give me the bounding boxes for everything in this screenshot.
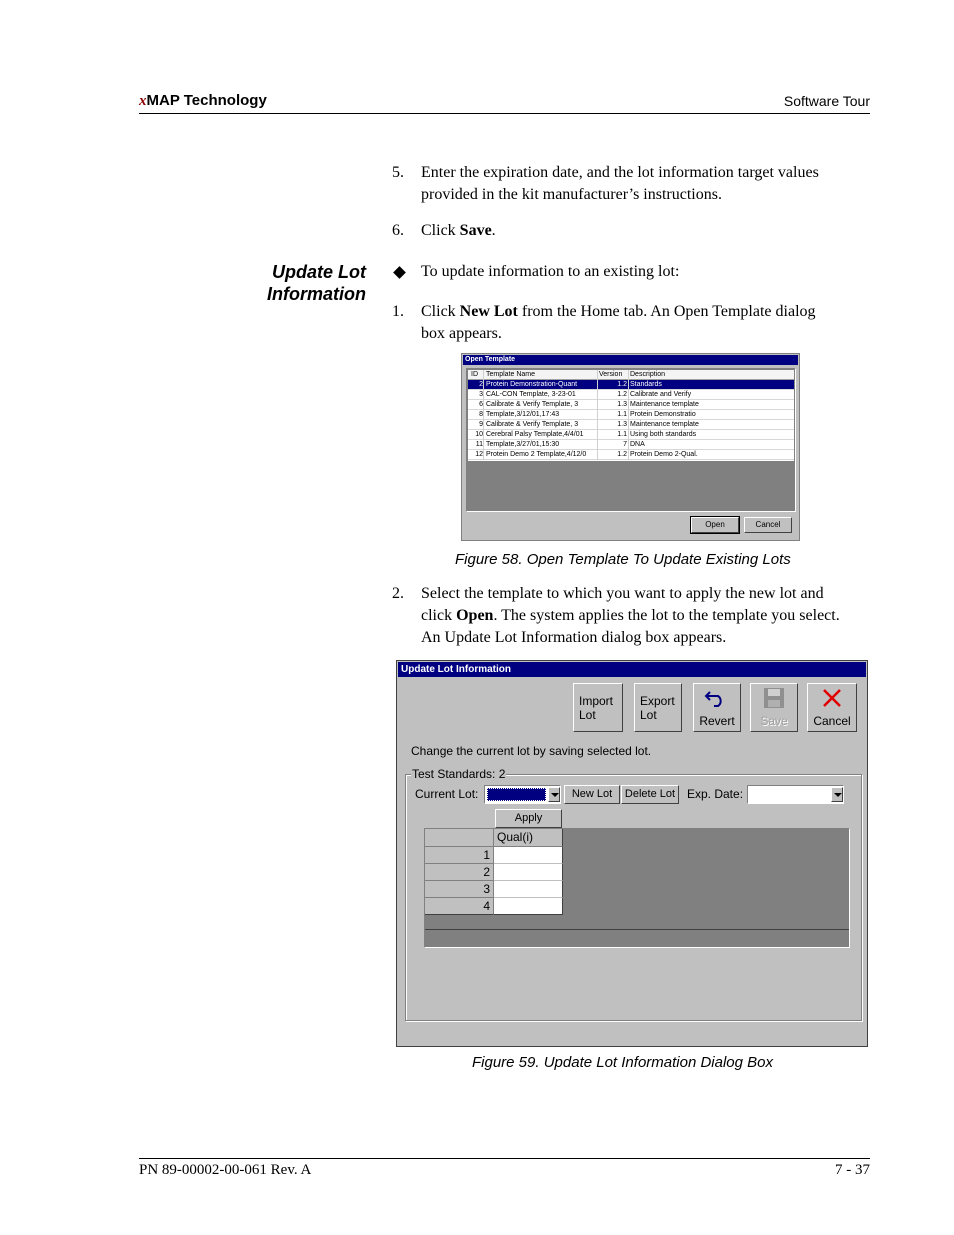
update-lot-dialog [396, 660, 868, 1047]
row-number: 3 [483, 882, 490, 896]
step-text: Select the template to which you want to apply the new lot and [421, 585, 824, 602]
cell-description: Standards [630, 381, 662, 388]
button-label: Save [760, 714, 788, 728]
grid-row-header [425, 864, 494, 881]
button-label: Lot [640, 708, 657, 722]
grid-cell[interactable] [494, 847, 563, 864]
chevron-down-icon [551, 793, 559, 797]
column-header-label: Qual(i) [497, 830, 534, 844]
cancel-button[interactable] [744, 517, 792, 533]
cell-id: 12 [475, 451, 483, 458]
qual-grid[interactable] [424, 828, 850, 948]
column-divider [483, 370, 484, 460]
revert-button[interactable] [693, 683, 741, 732]
save-button[interactable] [750, 683, 798, 732]
step-text: Enter the expiration date, and the lot information target values [421, 164, 819, 181]
grid-row-header [425, 898, 494, 915]
row-number: 2 [483, 865, 490, 879]
cell-id: 2 [479, 381, 483, 388]
button-label: Lot [579, 708, 596, 722]
header-title: MAP Technology [146, 92, 267, 109]
step-number: 6. [392, 222, 404, 239]
cell-id: 8 [479, 411, 483, 418]
undo-arrow-icon [704, 688, 728, 708]
import-lot-button[interactable] [573, 683, 623, 732]
current-lot-select[interactable] [484, 785, 561, 804]
table-row[interactable] [468, 450, 794, 460]
cell-name: Template,3/27/01,15:30 [486, 441, 560, 448]
cell-name: Protein Demo 2 Template,4/12/0 [486, 451, 587, 458]
step-text: from the Home tab. An Open Template dialog [517, 303, 816, 320]
diamond-bullet-icon [393, 266, 406, 279]
group-label: Test Standards: 2 [412, 767, 506, 781]
cell-version: 1.1 [617, 411, 627, 418]
grid-cell[interactable] [494, 881, 563, 898]
floppy-disk-icon [763, 687, 785, 709]
template-table [468, 370, 794, 461]
table-row[interactable] [468, 440, 794, 450]
cell-description: Using both standards [630, 431, 697, 438]
button-label: New Lot [571, 788, 613, 800]
table-row[interactable] [468, 430, 794, 440]
cell-description: DNA [630, 441, 645, 448]
exp-date-label: Exp. Date: [687, 787, 744, 801]
open-template-dialog [461, 353, 800, 541]
bullet-text: To update information to an existing lot: [421, 263, 680, 280]
row-number: 4 [483, 899, 490, 913]
cell-version: 7 [623, 441, 627, 448]
running-header-right: Software Tour [783, 93, 870, 109]
heading-line: Information [267, 284, 366, 304]
export-lot-button[interactable] [634, 683, 682, 732]
figure-59-caption: Figure 59. Update Lot Information Dialog Box [472, 1054, 774, 1071]
cancel-button-label: Cancel [755, 520, 781, 529]
instruction-text: Change the current lot by saving selected lot. [411, 744, 652, 758]
dialog-titlebar [398, 662, 866, 677]
step-text: provided in the kit manufacturer’s instructions. [421, 186, 722, 203]
page-number: 7 - 37 [835, 1162, 870, 1178]
button-label: Export [640, 694, 675, 708]
table-row[interactable] [468, 400, 794, 410]
step-text: click [421, 607, 457, 624]
cell-id: 6 [479, 401, 483, 408]
grid-corner [425, 829, 494, 847]
dropdown-arrow-button[interactable] [831, 787, 843, 802]
cell-name: Cerebral Palsy Template,4/4/01 [486, 431, 584, 438]
cell-version: 1.2 [617, 391, 627, 398]
table-row[interactable] [468, 410, 794, 420]
step-bold: Open [456, 607, 494, 624]
dialog-title: Open Template [465, 356, 516, 363]
running-header-left [139, 92, 267, 110]
chevron-down-icon [834, 793, 842, 797]
heading-line: Update Lot [272, 262, 366, 282]
button-label: Cancel [813, 714, 851, 728]
grid-row-header [425, 847, 494, 864]
dropdown-arrow-button[interactable] [548, 787, 560, 802]
table-header [468, 370, 794, 380]
selected-value [487, 788, 546, 801]
cell-name: Template,3/12/01,17:43 [486, 411, 560, 418]
step-text: . The system applies the lot to the template you select. [493, 607, 840, 624]
cell-name: Protein Demonstration-Quant [486, 381, 578, 388]
table-row[interactable] [468, 390, 794, 400]
cell-version: 1.1 [617, 431, 627, 438]
step-number: 5. [392, 164, 404, 181]
column-header-name[interactable]: Template Name [486, 371, 536, 378]
step-text: Click [421, 303, 460, 320]
section-heading [267, 261, 366, 305]
cell-description: Calibrate and Verify [630, 391, 692, 398]
grid-footer-strip [425, 929, 849, 930]
cell-description: Maintenance template [630, 421, 699, 428]
cell-id: 11 [475, 441, 483, 448]
step-text: . [491, 222, 496, 239]
cell-version: 1.2 [617, 381, 627, 388]
step-text: box appears. [421, 325, 502, 342]
cell-id: 10 [475, 431, 483, 438]
footer-left: PN 89-00002-00-061 Rev. A [139, 1162, 312, 1178]
cell-name: CAL-CON Template, 3-23-01 [486, 391, 576, 398]
column-divider [628, 370, 629, 460]
exp-date-select[interactable] [747, 785, 844, 804]
dialog-title: Update Lot Information [401, 664, 511, 675]
cell-description: Maintenance template [630, 401, 699, 408]
button-label: Delete Lot [624, 788, 676, 800]
button-label: Import [579, 694, 614, 708]
table-row[interactable] [468, 420, 794, 430]
template-list[interactable] [466, 368, 796, 512]
cell-name: Calibrate & Verify Template, 3 [486, 401, 579, 408]
apply-button[interactable] [495, 809, 562, 828]
grid-column-header[interactable] [494, 829, 563, 847]
cell-version: 1.2 [617, 451, 627, 458]
grid-row-header [425, 881, 494, 898]
header-x: x [139, 93, 147, 109]
step-text: Click [421, 222, 460, 239]
open-button-label: Open [705, 520, 725, 529]
step-number: 1. [392, 303, 404, 320]
button-label: Revert [699, 714, 735, 728]
header-rule [139, 113, 870, 114]
cell-description: Protein Demonstratio [630, 411, 696, 418]
cell-description: Protein Demo 2-Qual. [630, 451, 698, 458]
dialog-titlebar [463, 355, 798, 365]
step-text: An Update Lot Information dialog box appears. [421, 629, 727, 646]
grid-cell[interactable] [494, 864, 563, 881]
figure-58-caption: Figure 58. Open Template To Update Existing Lots [455, 551, 791, 568]
new-lot-button[interactable] [564, 785, 620, 804]
cell-id: 9 [479, 421, 483, 428]
footer-rule [139, 1158, 870, 1159]
button-label: Apply [514, 812, 543, 824]
column-divider [597, 370, 598, 460]
delete-lot-button[interactable] [621, 785, 679, 804]
cell-name: Calibrate & Verify Template, 3 [486, 421, 579, 428]
row-number: 1 [483, 848, 490, 862]
table-row[interactable] [468, 380, 794, 390]
column-header-id[interactable]: ID [471, 371, 478, 378]
red-x-icon [821, 687, 843, 709]
grid-cell[interactable] [494, 898, 563, 915]
step-number: 2. [392, 585, 404, 602]
cell-id: 3 [479, 391, 483, 398]
column-header-version[interactable]: Version [599, 371, 623, 378]
open-button[interactable] [691, 517, 739, 533]
current-lot-label: Current Lot: [415, 787, 479, 801]
column-header-description[interactable]: Description [630, 371, 666, 378]
step-bold: New Lot [459, 303, 518, 320]
cell-version: 1.3 [617, 401, 627, 408]
cancel-button[interactable] [807, 683, 857, 732]
step-bold: Save [459, 222, 492, 239]
cell-version: 1.3 [617, 421, 627, 428]
